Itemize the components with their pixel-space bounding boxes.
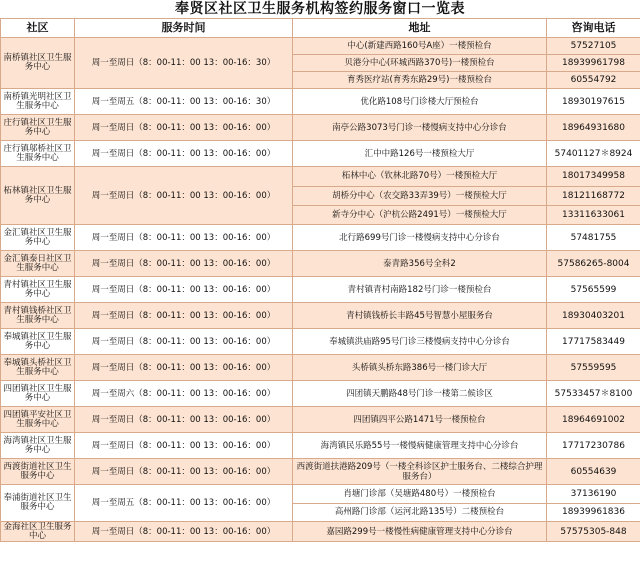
address-cell: 贝港分中心(环城西路370号)一楼预检台 (293, 55, 547, 72)
phone-cell: 18930403201 (547, 303, 640, 329)
table-row (1, 38, 640, 55)
header-org: 社区 (1, 19, 75, 38)
address-cell: 四团镇天鹏路48号门诊一楼第二候诊区 (293, 381, 547, 407)
table-row (1, 459, 640, 485)
table-row (1, 381, 640, 407)
phone-cell: 57401127＊8924 (547, 141, 640, 167)
service-time-cell: 周一至周日（8：00-11：00 13：00-16：00） (75, 141, 293, 167)
phone-cell: 57533457＊8100 (547, 381, 640, 407)
address-cell: 优化路108号门诊楼大厅预检台 (293, 89, 547, 115)
address-cell: 柘林中心（钦林北路70号）一楼预检大厅 (293, 167, 547, 186)
org-name-cell: 青村镇钱桥社区卫生服务中心 (1, 303, 75, 329)
service-time-cell: 周一至周日（8：00-11：00 13：00-16：00） (75, 167, 293, 225)
address-cell: 泰青路356号全科2 (293, 251, 547, 277)
service-time-cell: 周一至周日（8：00-11：00 13：00-16：00） (75, 522, 293, 542)
service-time-cell: 周一至周五（8：00-11：00 13：00-16：00） (75, 485, 293, 522)
address-cell: 嘉园路299号一楼慢性病健康管理支持中心分诊台 (293, 522, 547, 542)
table-row (1, 355, 640, 381)
address-cell: 育秀医疗站(育秀东路29号)一楼预检台 (293, 72, 547, 89)
service-time-cell: 周一至周日（8：00-11：00 13：00-16：00） (75, 251, 293, 277)
address-cell: 高州路门诊部（运河北路135号）二楼预检台 (293, 503, 547, 522)
phone-cell: 13311633061 (547, 205, 640, 224)
org-name-cell: 柘林镇社区卫生服务中心 (1, 167, 75, 225)
phone-cell: 57575305-848 (547, 522, 640, 542)
address-cell: 头桥镇头桥东路386号一楼门诊大厅 (293, 355, 547, 381)
org-name-cell: 金汇镇社区卫生服务中心 (1, 225, 75, 251)
address-cell: 四团镇四平公路1471号一楼预检台 (293, 407, 547, 433)
service-time-cell: 周一至周日（8：00-11：00 13：00-16：00） (75, 277, 293, 303)
service-time-cell: 周一至周日（8：00-11：00 13：00-16：00） (75, 355, 293, 381)
page-title: 奉贤区社区卫生服务机构签约服务窗口一览表 (175, 1, 465, 17)
org-name-cell: 海湾镇社区卫生服务中心 (1, 433, 75, 459)
phone-cell: 18964691002 (547, 407, 640, 433)
org-name-cell: 奉城镇头桥社区卫生服务中心 (1, 355, 75, 381)
header-time: 服务时间 (75, 19, 293, 38)
org-name-cell: 四团镇平安社区卫生服务中心 (1, 407, 75, 433)
table-row (1, 329, 640, 355)
address-cell: 海湾镇民乐路55号一楼慢病健康管理支持中心分诊台 (293, 433, 547, 459)
table-row (1, 522, 640, 542)
table-row (1, 89, 640, 115)
service-time-cell: 周一至周日（8：00-11：00 13：00-16：00） (75, 225, 293, 251)
service-time-cell: 周一至周日（8：00-11：00 13：00-16：00） (75, 407, 293, 433)
phone-cell: 18964931680 (547, 115, 640, 141)
service-time-cell: 周一至周日（8：00-11：00 13：00-16：00） (75, 433, 293, 459)
table-row (1, 251, 640, 277)
service-time-cell: 周一至周日（8：00-11：00 13：00-16：00） (75, 459, 293, 485)
phone-cell: 57527105 (547, 38, 640, 55)
phone-cell: 57481755 (547, 225, 640, 251)
address-cell: 新寺分中心（沪杭公路2491号）一楼预检大厅 (293, 205, 547, 224)
address-cell: 北行路699号门诊一楼慢病支持中心分诊台 (293, 225, 547, 251)
service-time-cell: 周一至周日（8：00-11：00 13：00-16：30） (75, 38, 293, 89)
address-cell: 汇中中路126号一楼预检大厅 (293, 141, 547, 167)
service-window-table (0, 18, 640, 542)
org-name-cell: 庄行镇社区卫生服务中心 (1, 115, 75, 141)
phone-cell: 18939961798 (547, 55, 640, 72)
address-cell: 奉城镇洪庙路95号门诊三楼慢病支持中心分诊台 (293, 329, 547, 355)
org-name-cell: 金海社区卫生服务中心 (1, 522, 75, 542)
table-row (1, 277, 640, 303)
phone-cell: 17717230786 (547, 433, 640, 459)
org-name-cell: 奉浦街道社区卫生服务中心 (1, 485, 75, 522)
service-time-cell: 周一至周五（8：00-11：00 13：00-16：30） (75, 89, 293, 115)
service-time-cell: 周一至周日（8：00-11：00 13：00-16：00） (75, 329, 293, 355)
org-name-cell: 南桥镇光明社区卫生服务中心 (1, 89, 75, 115)
phone-cell: 57586265-8004 (547, 251, 640, 277)
org-name-cell: 庄行镇邬桥社区卫生服务中心 (1, 141, 75, 167)
phone-cell: 57559595 (547, 355, 640, 381)
table-row (1, 303, 640, 329)
org-name-cell: 西渡街道社区卫生服务中心 (1, 459, 75, 485)
service-time-cell: 周一至周日（8：00-11：00 13：00-16：00） (75, 303, 293, 329)
phone-cell: 18939961836 (547, 503, 640, 522)
service-time-cell: 周一至周六（8：00-11：00 13：00-16：00） (75, 381, 293, 407)
table-row (1, 407, 640, 433)
address-cell: 南亭公路3073号门诊一楼慢病支持中心分诊台 (293, 115, 547, 141)
table-row (1, 433, 640, 459)
table-row (1, 225, 640, 251)
phone-cell: 18121168772 (547, 186, 640, 205)
phone-cell: 57565599 (547, 277, 640, 303)
org-name-cell: 四团镇社区卫生服务中心 (1, 381, 75, 407)
header-address: 地址 (293, 19, 547, 38)
header-phone: 咨询电话 (547, 19, 640, 38)
phone-cell: 37136190 (547, 485, 640, 504)
address-cell: 青村镇青村南路182号门诊一楼预检台 (293, 277, 547, 303)
address-cell: 中心(新建西路160号A座）一楼预检台 (293, 38, 547, 55)
phone-cell: 18017349958 (547, 167, 640, 186)
table-row (1, 485, 640, 504)
phone-cell: 17717583449 (547, 329, 640, 355)
phone-cell: 18930197615 (547, 89, 640, 115)
table-row (1, 115, 640, 141)
org-name-cell: 金汇镇泰日社区卫生服务中心 (1, 251, 75, 277)
address-cell: 胡桥分中心（农交路33弄39号）一楼预检大厅 (293, 186, 547, 205)
phone-cell: 60554639 (547, 459, 640, 485)
org-name-cell: 青村镇社区卫生服务中心 (1, 277, 75, 303)
service-time-cell: 周一至周日（8：00-11：00 13：00-16：00） (75, 115, 293, 141)
table-header-row (1, 19, 640, 38)
table-row (1, 141, 640, 167)
address-cell: 青村镇钱桥长丰路45号智慧小屋服务台 (293, 303, 547, 329)
org-name-cell: 南桥镇社区卫生服务中心 (1, 38, 75, 89)
phone-cell: 60554792 (547, 72, 640, 89)
address-cell: 肖塘门诊部（吴塘路480号）一楼预检台 (293, 485, 547, 504)
table-row (1, 167, 640, 186)
address-cell: 西渡街道扶港路209号（一楼全科诊区护士服务台、二楼综合护理服务台） (293, 459, 547, 485)
org-name-cell: 奉城镇社区卫生服务中心 (1, 329, 75, 355)
table-body (1, 38, 640, 542)
